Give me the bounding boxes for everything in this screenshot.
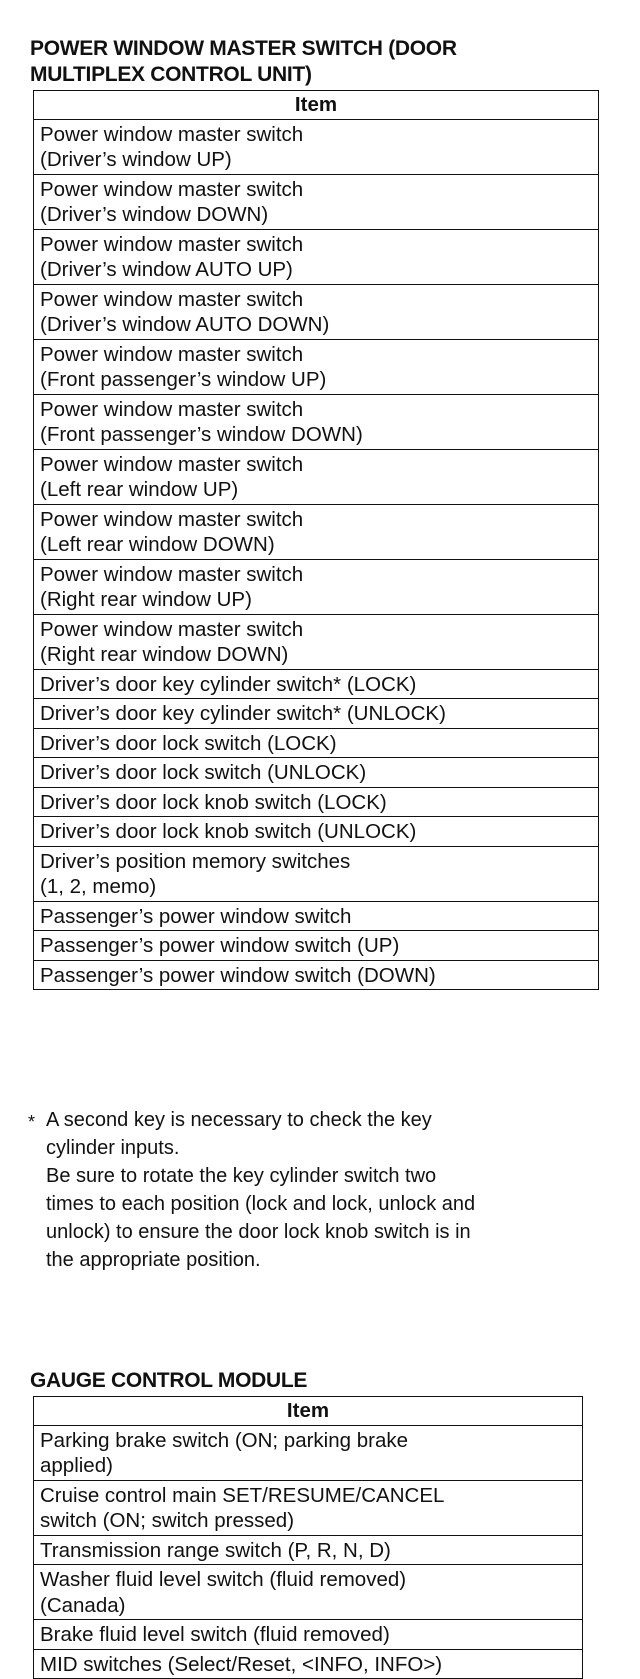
table-cell-item bbox=[34, 394, 599, 449]
table-cell-item bbox=[34, 1425, 583, 1480]
footnote-line: cylinder inputs. bbox=[46, 1137, 180, 1159]
cell-text-line: Transmission range switch (P, R, N, D) bbox=[40, 1538, 391, 1562]
title-line: GAUGE CONTROL MODULE bbox=[30, 1369, 308, 1392]
cell-text-line: MID switches (Select/Reset, <INFO, INFO>) bbox=[40, 1652, 443, 1676]
table-cell-item bbox=[34, 559, 599, 614]
cell-text-line: Passenger’s power window switch (UP) bbox=[40, 934, 400, 957]
cell-text-line: Parking brake switch (ON; parking brake bbox=[40, 1428, 409, 1452]
table-row bbox=[34, 284, 599, 339]
cell-text-line: Power window master switch bbox=[40, 397, 304, 421]
power-window-items-table bbox=[33, 90, 599, 990]
table-header-row bbox=[34, 1397, 583, 1426]
table-cell-item bbox=[34, 284, 599, 339]
section-title-gauge-control bbox=[30, 1368, 600, 1394]
table-cell-item bbox=[34, 699, 599, 729]
cell-text-line: Power window master switch bbox=[40, 177, 304, 201]
table-cell-item bbox=[34, 504, 599, 559]
cell-text-line: Brake fluid level switch (fluid removed) bbox=[40, 1623, 390, 1646]
table-cell-item bbox=[34, 1620, 583, 1650]
footnote-marker: * bbox=[28, 1112, 36, 1132]
cell-text-line: Cruise control main SET/RESUME/CANCEL bbox=[40, 1483, 445, 1507]
cell-text-line: (Driver’s window AUTO DOWN) bbox=[40, 313, 330, 336]
column-header-item: Item bbox=[34, 91, 599, 120]
cell-text-line: Driver’s door key cylinder switch* (LOCK) bbox=[40, 672, 417, 696]
table-row bbox=[34, 901, 599, 931]
footnote-line: times to each position (lock and lock, unlock and bbox=[46, 1193, 476, 1215]
cell-text-line: Power window master switch bbox=[40, 562, 304, 586]
table-cell-item bbox=[34, 787, 599, 817]
cell-text-line: Power window master switch bbox=[40, 232, 304, 256]
table-row bbox=[34, 339, 599, 394]
cell-text-line: Driver’s door lock switch (LOCK) bbox=[40, 731, 337, 755]
table-row bbox=[34, 504, 599, 559]
table-row bbox=[34, 1480, 583, 1535]
cell-text-line: Power window master switch bbox=[40, 617, 304, 641]
cell-text-line: (Driver’s window UP) bbox=[40, 148, 232, 171]
footnote-line: A second key is necessary to check the key bbox=[46, 1109, 432, 1131]
cell-text-line: Passenger’s power window switch bbox=[40, 904, 352, 928]
column-header-item: Item bbox=[34, 1397, 583, 1426]
cell-text-line: Power window master switch bbox=[40, 452, 304, 476]
table-cell-item bbox=[34, 174, 599, 229]
table-row bbox=[34, 669, 599, 699]
table-row bbox=[34, 174, 599, 229]
table-cell-item bbox=[34, 119, 599, 174]
table-cell-item bbox=[34, 758, 599, 788]
cell-text-line: (1, 2, memo) bbox=[40, 875, 157, 898]
table-row bbox=[34, 394, 599, 449]
table-row bbox=[34, 1649, 583, 1679]
table-row bbox=[34, 614, 599, 669]
table-row bbox=[34, 119, 599, 174]
cell-text-line: Power window master switch bbox=[40, 507, 304, 531]
table-cell-item bbox=[34, 960, 599, 990]
footnote bbox=[28, 1106, 618, 1274]
table-cell-item bbox=[34, 339, 599, 394]
table-row bbox=[34, 758, 599, 788]
table-row bbox=[34, 787, 599, 817]
cell-text-line: Power window master switch bbox=[40, 342, 304, 366]
table-cell-item bbox=[34, 728, 599, 758]
title-line: MULTIPLEX CONTROL UNIT) bbox=[30, 63, 312, 86]
cell-text-line: Driver’s door key cylinder switch* (UNLOCK) bbox=[40, 702, 446, 725]
cell-text-line: (Canada) bbox=[40, 1593, 126, 1617]
table-row bbox=[34, 449, 599, 504]
table-row bbox=[34, 846, 599, 901]
table-cell-item bbox=[34, 1649, 583, 1679]
footnote-line: unlock) to ensure the door lock knob switch is in bbox=[46, 1221, 471, 1243]
footnote-line: the appropriate position. bbox=[46, 1249, 261, 1271]
cell-text-line: Power window master switch bbox=[40, 122, 304, 146]
table-row bbox=[34, 817, 599, 847]
cell-text-line: (Right rear window UP) bbox=[40, 588, 252, 611]
table-cell-item bbox=[34, 817, 599, 847]
cell-text-line: Driver’s door lock knob switch (LOCK) bbox=[40, 790, 387, 814]
table-cell-item bbox=[34, 846, 599, 901]
table-cell-item bbox=[34, 1535, 583, 1565]
cell-text-line: (Right rear window DOWN) bbox=[40, 643, 289, 666]
table-row bbox=[34, 229, 599, 284]
cell-text-line: (Left rear window DOWN) bbox=[40, 533, 275, 556]
table-row bbox=[34, 1425, 583, 1480]
cell-text-line: (Front passenger’s window UP) bbox=[40, 368, 327, 391]
table-cell-item bbox=[34, 449, 599, 504]
table-row bbox=[34, 728, 599, 758]
table-cell-item bbox=[34, 901, 599, 931]
cell-text-line: (Left rear window UP) bbox=[40, 478, 239, 501]
table-cell-item bbox=[34, 1480, 583, 1535]
cell-text-line: Passenger’s power window switch (DOWN) bbox=[40, 963, 436, 987]
table-cell-item bbox=[34, 614, 599, 669]
cell-text-line: (Front passenger’s window DOWN) bbox=[40, 423, 363, 446]
gauge-control-items-table bbox=[33, 1396, 583, 1679]
table-row bbox=[34, 1565, 583, 1620]
table-cell-item bbox=[34, 931, 599, 961]
section-title-power-window bbox=[30, 36, 600, 88]
cell-text-line: Driver’s door lock switch (UNLOCK) bbox=[40, 761, 367, 784]
cell-text-line: Power window master switch bbox=[40, 287, 304, 311]
footnote-line: Be sure to rotate the key cylinder switch two bbox=[46, 1165, 437, 1187]
table-cell-item bbox=[34, 229, 599, 284]
cell-text-line: switch (ON; switch pressed) bbox=[40, 1509, 295, 1532]
table-cell-item bbox=[34, 669, 599, 699]
table-row bbox=[34, 699, 599, 729]
cell-text-line: (Driver’s window AUTO UP) bbox=[40, 258, 293, 281]
cell-text-line: Driver’s position memory switches bbox=[40, 849, 351, 873]
cell-text-line: Washer fluid level switch (fluid removed) bbox=[40, 1568, 407, 1591]
table-row bbox=[34, 1535, 583, 1565]
table-row bbox=[34, 931, 599, 961]
table-row bbox=[34, 1620, 583, 1650]
table-header-row bbox=[34, 91, 599, 120]
table-row bbox=[34, 559, 599, 614]
table-row bbox=[34, 960, 599, 990]
table-cell-item bbox=[34, 1565, 583, 1620]
cell-text-line: (Driver’s window DOWN) bbox=[40, 203, 269, 226]
cell-text-line: Driver’s door lock knob switch (UNLOCK) bbox=[40, 820, 417, 843]
title-line: POWER WINDOW MASTER SWITCH (DOOR bbox=[30, 37, 457, 60]
cell-text-line: applied) bbox=[40, 1454, 113, 1477]
